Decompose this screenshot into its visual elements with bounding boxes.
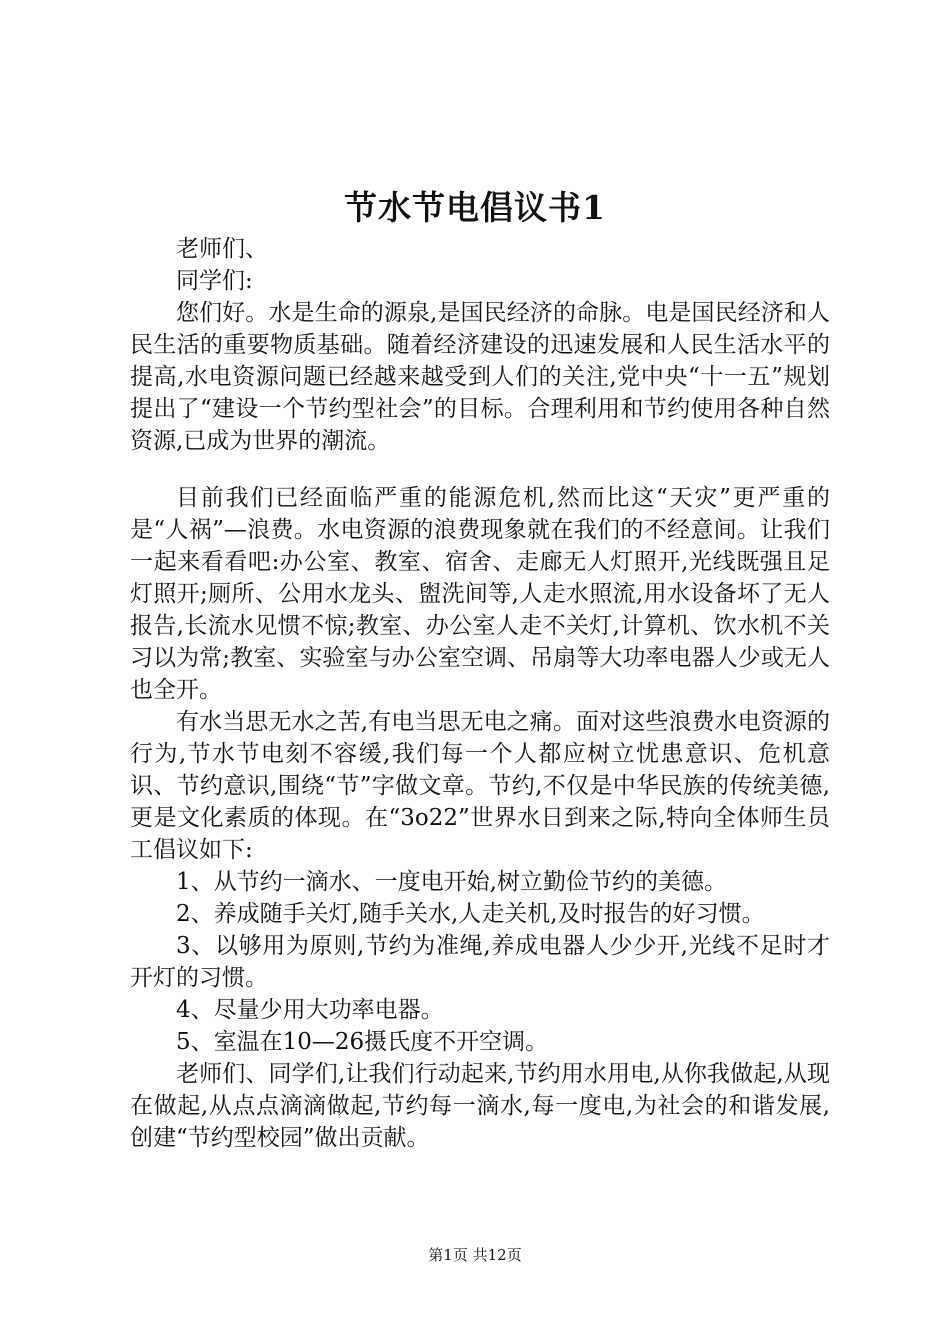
page-number-footer: 第1页 共12页: [428, 1246, 522, 1264]
paragraph-call: 有水当思无水之苦,有电当思无电之痛。面对这些浪费水电资源的行为,节水节电刻不容缓,我们每一个人都应树立忧患意识、危机意识、节约意识,围绕“节”字做文章。节约,不仅是中华民族的传统美德,更是文化素质的体现。在“3o22”世界水日到来之际,特向全体师生员工倡议如下:: [130, 709, 830, 863]
proposal-item-3: 3、以够用为原则,节约为准绳,养成电器人少少开,光线不足时才开灯的习惯。: [130, 933, 830, 991]
document-title: 节水节电倡议书1: [344, 188, 606, 227]
document-body: [130, 233, 830, 1154]
proposal-item-4: 4、尽量少用大功率电器。: [176, 997, 444, 1023]
proposal-item-1: 1、从节约一滴水、一度电开始,树立勤俭节约的美德。: [176, 869, 727, 895]
salutation-teachers: 老师们、: [176, 236, 268, 262]
proposal-item-5: 5、室温在10—26摄氏度不开空调。: [176, 1029, 549, 1055]
paragraph-intro: 您们好。水是生命的源泉,是国民经济的命脉。电是国民经济和人民生活的重要物质基础。随着经济建设的迅速发展和人民生活水平的提高,水电资源问题已经越来越受到人们的关注,党中央“十一五”规划提出了“建设一个节约型社会”的目标。合理利用和节约使用各种自然资源,已成为世界的潮流。: [130, 300, 830, 454]
proposal-item-2: 2、养成随手关灯,随手关水,人走关机,及时报告的好习惯。: [176, 901, 765, 927]
paragraph-closing: 老师们、同学们,让我们行动起来,节约用水用电,从你我做起,从现在做起,从点点滴滴做起,节约每一滴水,每一度电,为社会的和谐发展,创建“节约型校园”做出贡献。: [130, 1061, 830, 1151]
salutation-students: 同学们:: [176, 268, 253, 294]
paragraph-crisis: 目前我们已经面临严重的能源危机,然而比这“天灾”更严重的是“人祸”—浪费。水电资源的浪费现象就在我们的不经意间。让我们一起来看看吧:办公室、教室、宿舍、走廊无人灯照开,光线既强且足灯照开;厕所、公用水龙头、盥洗间等,人走水照流,用水设备坏了无人报告,长流水见惯不惊;教室、办公室人走不关灯,计算机、饮水机不关习以为常;教室、实验室与办公室空调、吊扇等大功率电器人少或无人也全开。: [130, 485, 830, 703]
